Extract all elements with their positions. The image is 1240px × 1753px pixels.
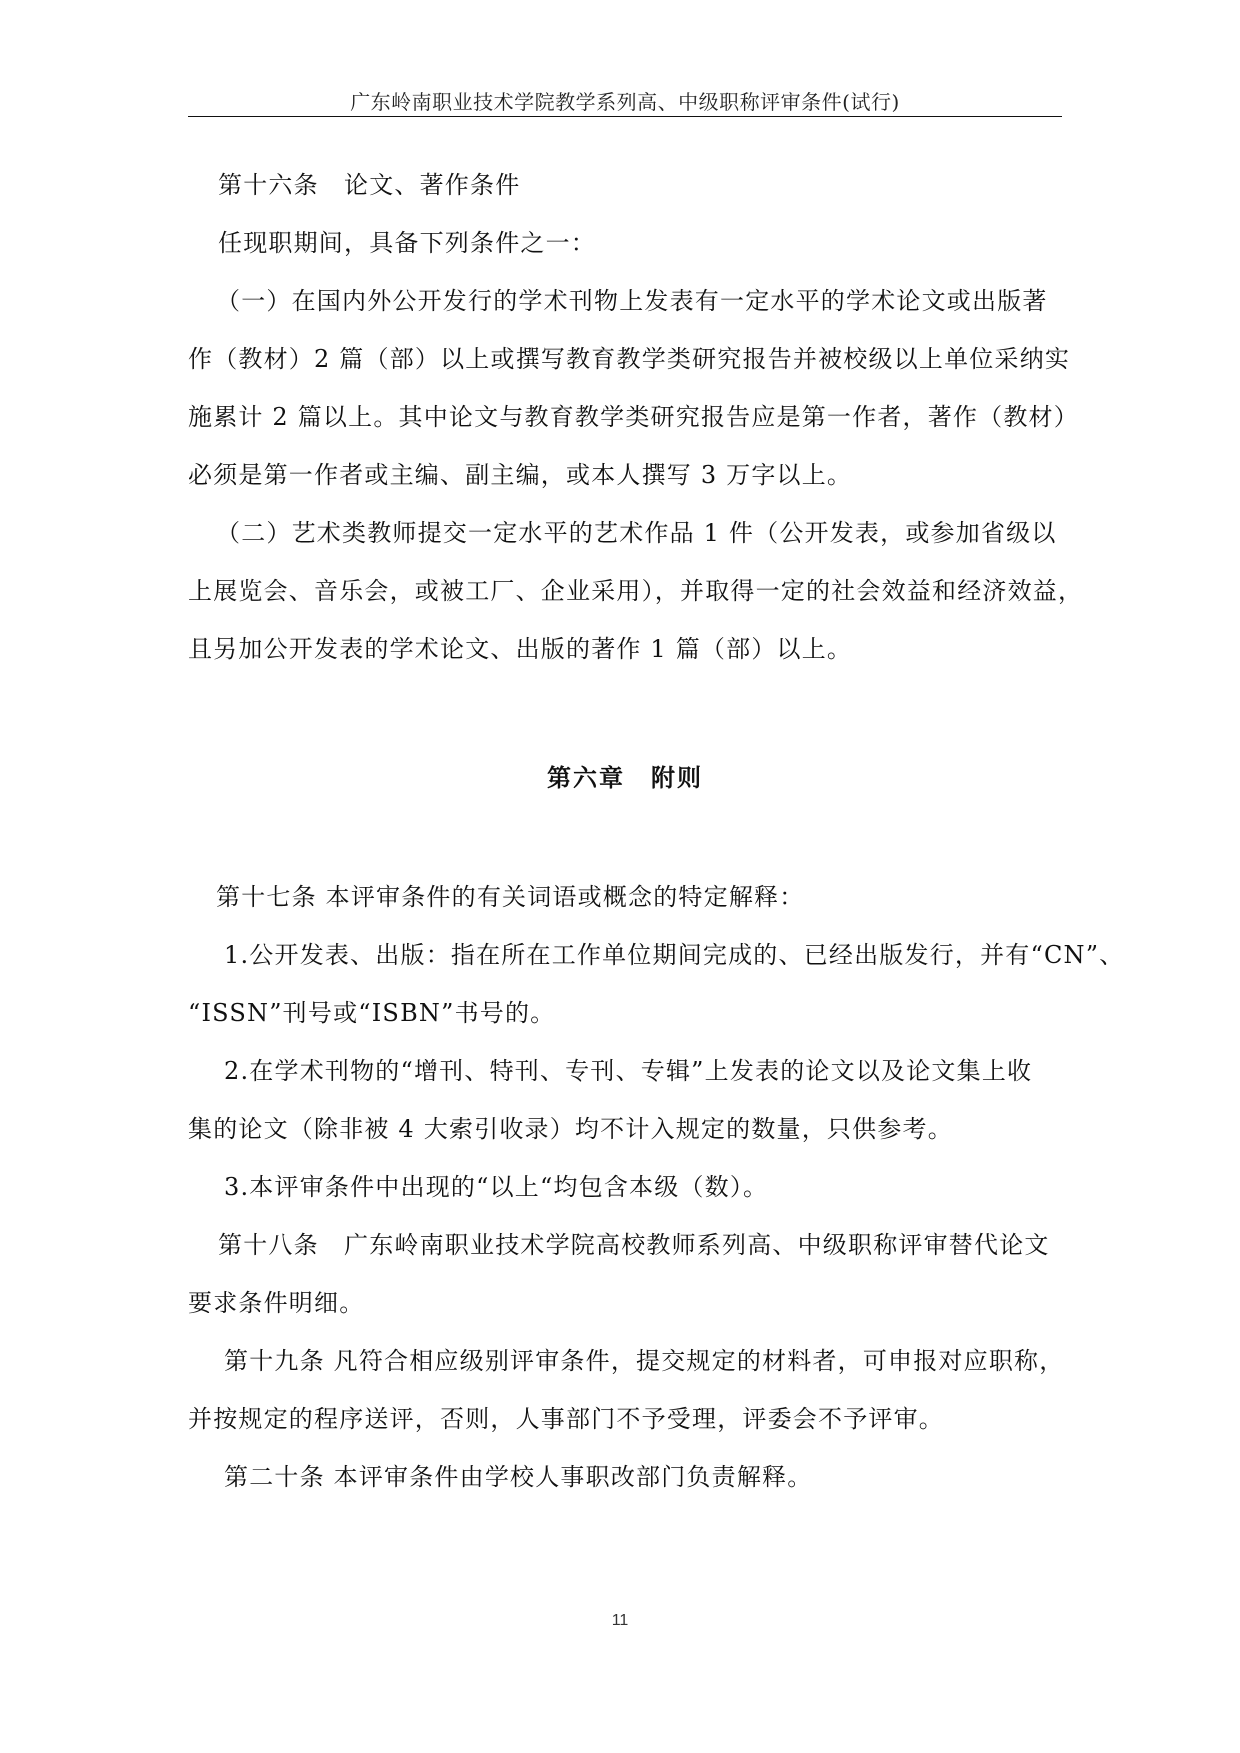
article-16-item-1-line: （一）在国内外公开发行的学术刊物上发表有一定水平的学术论文或出版著 — [216, 287, 1048, 315]
running-header: 广东岭南职业技术学院教学系列高、中级职称评审条件(试行) — [350, 90, 900, 114]
article-19 — [188, 1332, 1065, 1448]
article-19-line: 并按规定的程序送评，否则，人事部门不予受理，评委会不予评审。 — [188, 1405, 944, 1433]
article-16-item-2-line: 且另加公开发表的学术论文、出版的著作 1 篇（部）以上。 — [188, 635, 853, 663]
article-17-item-1-line: “ISSN”刊号或“ISBN”书号的。 — [188, 999, 556, 1027]
page-number: 11 — [611, 1612, 629, 1629]
article-18 — [188, 1216, 1060, 1332]
article-16-item-2-line: 上展览会、音乐会，或被工厂、企业采用），并取得一定的社会效益和经济效益， — [188, 577, 1084, 605]
article-17-item-1 — [188, 926, 1125, 1042]
article-16-title — [188, 156, 1090, 214]
article-16-intro — [188, 214, 1090, 272]
article-16-item-2 — [188, 504, 1084, 678]
article-17-item-3-text: 3.本评审条件中出现的“以上“均包含本级（数）。 — [224, 1173, 769, 1201]
article-16-item-1-line: 作（教材）2 篇（部）以上或撰写教育教学类研究报告并被校级以上单位采纳实 — [188, 345, 1071, 373]
header-rule — [188, 116, 1062, 117]
article-17-item-1-line: 1.公开发表、出版：指在所在工作单位期间完成的、已经出版发行，并有“CN”、 — [224, 941, 1125, 969]
chapter-title: 第六章 附则 — [547, 763, 703, 792]
article-16-item-1-line: 必须是第一作者或主编、副主编，或本人撰写 3 万字以上。 — [188, 461, 853, 489]
article-18-line: 第十八条 广东岭南职业技术学院高校教师系列高、中级职称评审替代论文 — [218, 1231, 1050, 1259]
article-16-item-1-line: 施累计 2 篇以上。其中论文与教育教学类研究报告应是第一作者，著作（教材） — [188, 403, 1079, 431]
article-16-intro-text: 任现职期间，具备下列条件之一： — [218, 229, 596, 257]
article-17-item-2-line: 集的论文（除非被 4 大索引收录）均不计入规定的数量，只供参考。 — [188, 1115, 953, 1143]
article-16-item-1 — [188, 272, 1079, 504]
article-18-line: 要求条件明细。 — [188, 1289, 365, 1317]
article-17-item-2-line: 2.在学术刊物的“增刊、特刊、专刊、专辑”上发表的论文以及论文集上收 — [224, 1057, 1033, 1085]
article-17-title — [188, 868, 1088, 926]
article-17-item-2 — [188, 1042, 1060, 1158]
article-17-item-3 — [188, 1158, 1096, 1216]
article-16-item-2-line: （二）艺术类教师提交一定水平的艺术作品 1 件（公开发表，或参加省级以 — [216, 519, 1057, 547]
article-16-title-text: 第十六条 论文、著作条件 — [218, 171, 521, 199]
article-20 — [188, 1448, 1096, 1506]
article-19-line: 第十九条 凡符合相应级别评审条件，提交规定的材料者，可申报对应职称， — [224, 1347, 1065, 1375]
article-20-text: 第二十条 本评审条件由学校人事职改部门负责解释。 — [224, 1463, 813, 1491]
article-17-title-text: 第十七条 本评审条件的有关词语或概念的特定解释： — [216, 883, 805, 911]
